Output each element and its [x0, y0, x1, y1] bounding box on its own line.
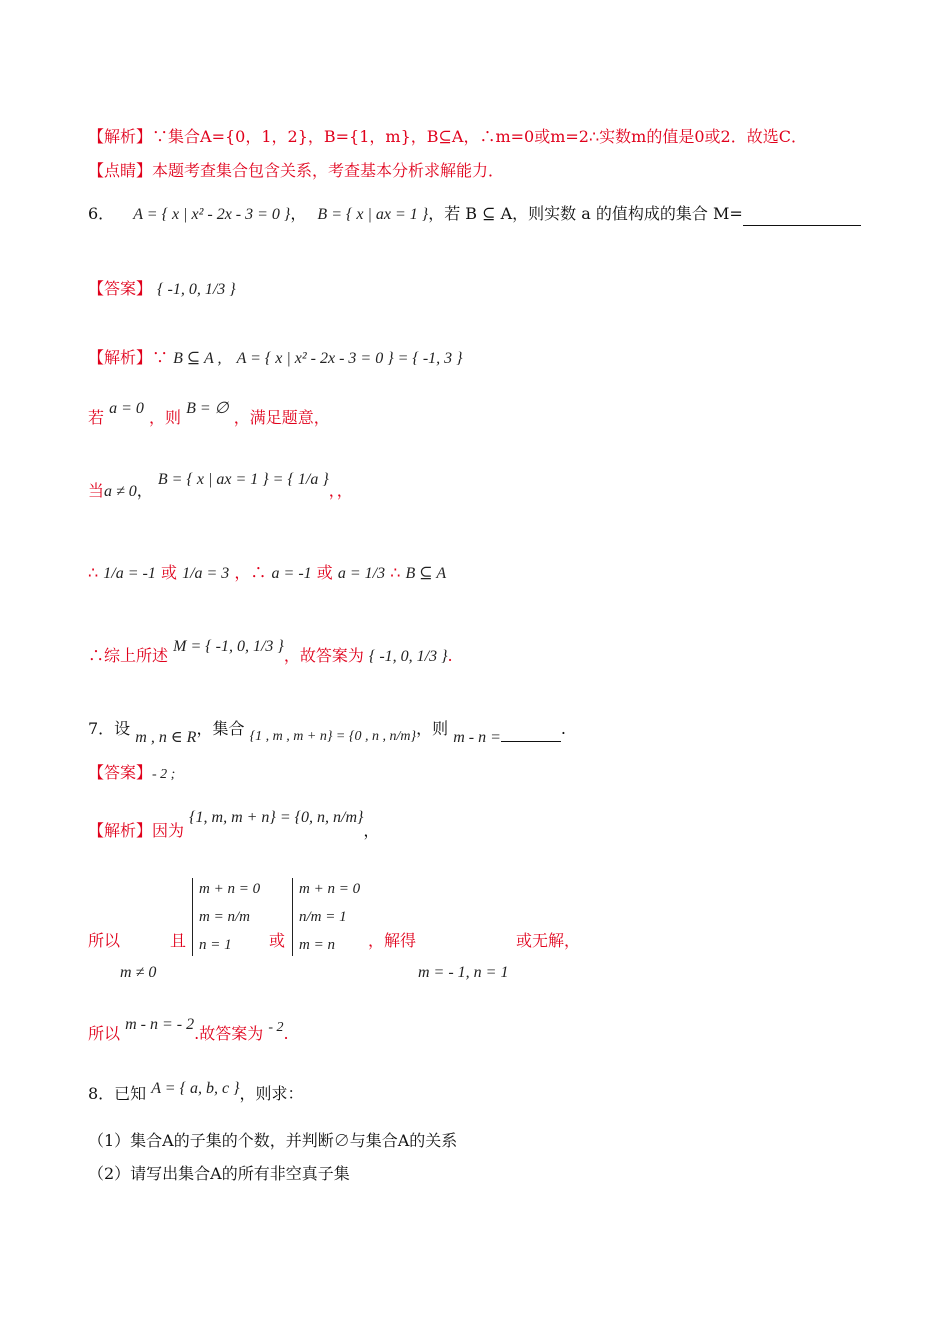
- answer-value: - 2 ;: [152, 767, 176, 782]
- question-number: 6．: [88, 204, 115, 223]
- answer-tag: 【答案】: [88, 279, 153, 298]
- empty-set-b: B = ∅: [186, 400, 229, 417]
- q6-analysis-line4: [88, 562, 446, 585]
- set-m-result: M = { -1, 0, 1/3 }: [173, 638, 284, 655]
- or-no-solution-text: 或无解，: [516, 931, 581, 950]
- q5-analysis: [88, 126, 807, 148]
- analysis-tag: 【解析】: [88, 127, 153, 146]
- period: .: [283, 1024, 289, 1043]
- system-equation: m = n/m: [199, 909, 250, 925]
- set-equation: {1 , m , m + n} = {0 , n , n/m}: [249, 729, 417, 744]
- therefore-symbol: ，∴: [234, 563, 267, 582]
- equation-system-2: [292, 878, 360, 956]
- q6-stem: [88, 203, 861, 226]
- so-text: 所以: [88, 1024, 121, 1043]
- subset-relation: B ⊆ A: [405, 565, 447, 582]
- q8-part1: [88, 1130, 457, 1152]
- therefore-symbol: ∴: [390, 563, 401, 582]
- question-text: ，则: [416, 719, 449, 738]
- period: .: [560, 719, 566, 738]
- set-b-solved: B = { x | ax = 1 } = { 1/a }: [157, 471, 329, 488]
- subquestion-text: （2）请写出集合A的所有非空真子集: [88, 1164, 350, 1183]
- q6-analysis-line1: [88, 347, 463, 370]
- answer-set: { -1, 0, 1/3 }: [157, 281, 236, 298]
- variables-real: m , n ∈ R: [135, 729, 197, 746]
- case-if: 若: [88, 408, 105, 427]
- question-number: 7．设: [88, 719, 131, 738]
- question-text: ，则求：: [239, 1084, 304, 1103]
- analysis-tag: 【解析】: [88, 348, 153, 367]
- solution-a-neg1: a = -1: [271, 565, 312, 582]
- separator: ，: [136, 481, 153, 500]
- solution-a-third: a = 1/3: [337, 565, 386, 582]
- q5-comment: [88, 160, 504, 182]
- and-text: 且: [170, 931, 187, 950]
- case-when: 当: [88, 481, 105, 500]
- set-equation: {1, m, m + n} = {0, n, n/m}: [189, 809, 364, 826]
- final-answer-set: { -1, 0, 1/3 }: [368, 648, 448, 665]
- q6-analysis-line3: [88, 471, 353, 503]
- case-then: ，则: [149, 408, 182, 427]
- answer-lead: .故答案为: [194, 1024, 264, 1043]
- case-a-nonzero: a ≠ 0: [104, 483, 137, 500]
- target-expression: m - n =: [453, 729, 501, 746]
- final-answer: - 2: [268, 1020, 284, 1035]
- equation-reciprocal-neg1: 1/a = -1: [103, 565, 156, 582]
- or-text: 或: [160, 563, 177, 582]
- solve-text: ，解得: [368, 931, 417, 950]
- analysis-text: 因为: [152, 821, 185, 840]
- question-text: ，集合: [196, 719, 245, 738]
- result-equation: m - n = - 2: [125, 1016, 195, 1033]
- set-a-definition: A = { a, b, c }: [151, 1080, 240, 1097]
- separator: ，: [363, 821, 380, 840]
- q6-analysis-line5: [88, 638, 453, 668]
- q7-answer: [88, 762, 175, 786]
- q7-analysis-line1: [88, 809, 380, 843]
- subquestion-text: （1）集合A的子集的个数，并判断∅与集合A的关系: [88, 1131, 458, 1150]
- system-equation: m + n = 0: [299, 881, 361, 897]
- q6-analysis-line2: [88, 400, 330, 430]
- equation-system-1: [192, 878, 260, 956]
- case-a-zero: a = 0: [109, 400, 144, 417]
- q7-conclusion: [88, 1016, 289, 1047]
- summary-text: ∴综上所述: [88, 646, 169, 665]
- condition-m-nonzero: m ≠ 0: [120, 964, 157, 981]
- separator: ，: [290, 204, 307, 223]
- period: .: [447, 646, 453, 665]
- subset-relation: B ⊆ A ,: [173, 350, 222, 367]
- question-text: ，若 B ⊆ A，则实数 a 的值构成的集合 M=: [428, 204, 743, 223]
- q7-stem: [88, 718, 566, 746]
- q8-stem: [88, 1080, 304, 1106]
- or-text: 或: [316, 563, 333, 582]
- analysis-text: ∵集合A={0，1，2}，B={1，m}，B⊆A，∴m=0或m=2∴实数m的值是0或2．故选C．: [152, 127, 807, 146]
- system-equation: m = n: [299, 937, 335, 953]
- analysis-tag: 【解析】: [88, 821, 153, 840]
- set-a-solved: A = { x | x² - 2x - 3 = 0 } = { -1, 3 }: [236, 350, 463, 367]
- because-symbol: ∵: [152, 348, 169, 367]
- system-equation: n/m = 1: [299, 909, 347, 925]
- equation-reciprocal-3: 1/a = 3: [182, 565, 230, 582]
- separator: ，，: [328, 481, 353, 500]
- therefore-symbol: ∴: [88, 563, 99, 582]
- system-equation: m + n = 0: [199, 881, 261, 897]
- answer-tag: 【答案】: [88, 763, 153, 782]
- comment-text: 本题考查集合包含关系，考查基本分析求解能力．: [152, 161, 505, 180]
- answer-lead: ，故答案为: [283, 646, 364, 665]
- system-equation: n = 1: [199, 937, 232, 953]
- q7-systems: [88, 878, 608, 988]
- so-text: 所以: [88, 931, 121, 950]
- answer-blank: [743, 207, 861, 226]
- set-a-definition: A = { x | x² - 2x - 3 = 0 }: [133, 206, 291, 223]
- set-b-definition: B = { x | ax = 1 }: [317, 206, 429, 223]
- question-number: 8．已知: [88, 1084, 147, 1103]
- solution-values: m = - 1, n = 1: [418, 964, 509, 981]
- case-conclusion: ，满足题意，: [233, 408, 330, 427]
- answer-blank: [501, 727, 561, 742]
- or-text: 或: [269, 931, 286, 950]
- comment-tag: 【点睛】: [88, 161, 153, 180]
- q8-part2: [88, 1163, 350, 1185]
- q6-answer: [88, 278, 236, 301]
